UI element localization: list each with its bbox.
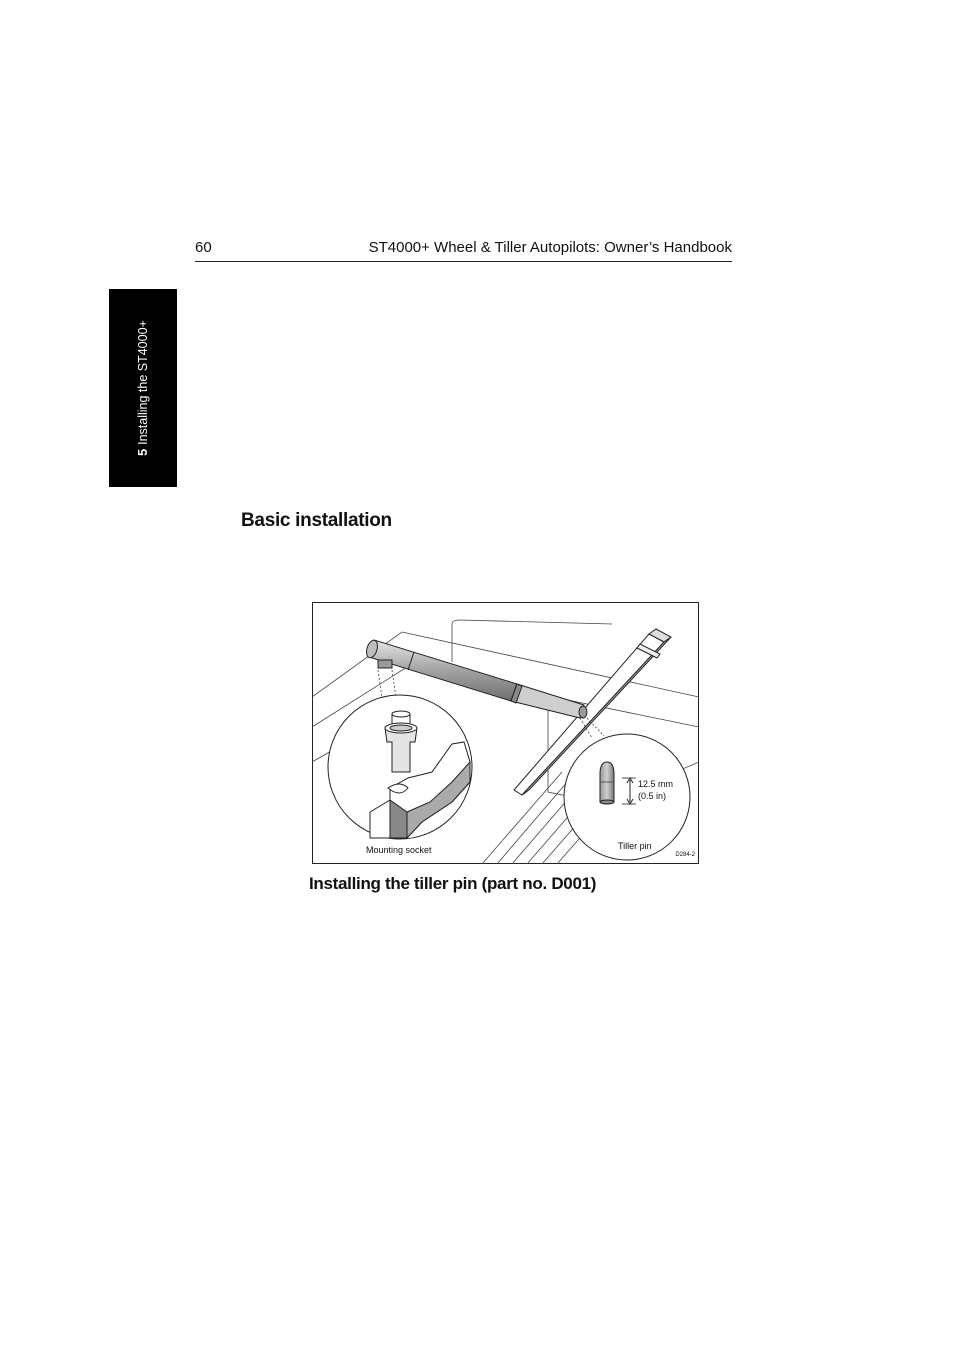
dimension-mm-label: 12.5 mm xyxy=(638,779,674,789)
tiller-pin-illustration xyxy=(312,602,699,864)
dimension-in-label: (0.5 in) xyxy=(638,791,667,801)
tiller-pin-label: Tiller pin xyxy=(618,841,652,851)
chapter-side-tab xyxy=(109,289,177,487)
mounting-socket-label: Mounting socket xyxy=(366,845,432,855)
chapter-number: 5 xyxy=(136,448,150,456)
page-number: 60 xyxy=(195,239,212,256)
section-heading: Basic installation xyxy=(241,510,392,531)
side-tab-label xyxy=(136,320,150,456)
header-rule xyxy=(195,261,732,262)
running-title: ST4000+ Wheel & Tiller Autopilots: Owner’s Handbook xyxy=(368,239,732,256)
drawing-reference: D284-2 xyxy=(675,852,695,858)
chapter-title: Installing the ST4000+ xyxy=(136,320,150,445)
figure-caption: Installing the tiller pin (part no. D001) xyxy=(309,874,597,893)
tiller-pin-figure xyxy=(312,602,699,864)
